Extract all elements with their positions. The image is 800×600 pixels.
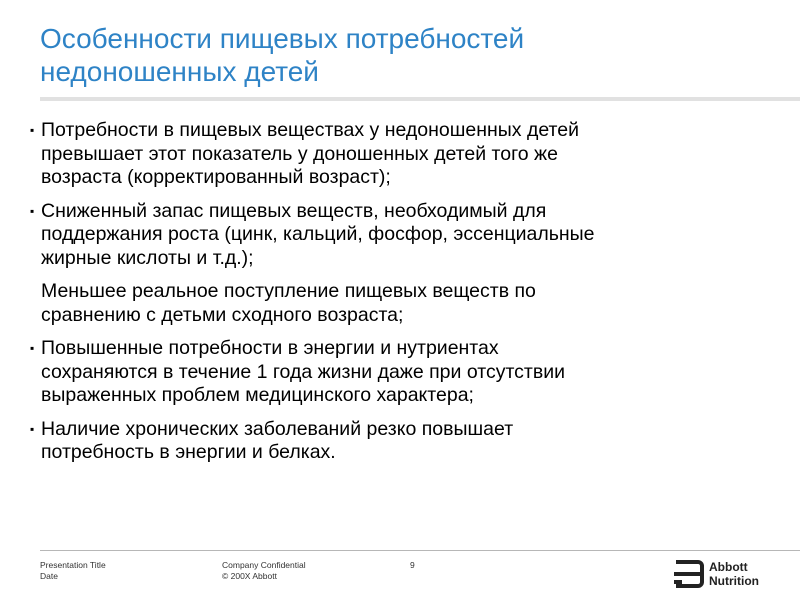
slide-title-line-2: недоношенных детей [40, 56, 319, 87]
bullet-3-line-1: Меньшее реальное поступление пищевых веществ по [41, 280, 536, 302]
bullet-item-1 [30, 119, 790, 190]
page-number: 9 [410, 560, 415, 570]
footer-presentation-title: Presentation Title [40, 560, 106, 570]
bullet-square-icon: ▪ [30, 203, 35, 218]
bullet-4-line-1: Повышенные потребности в энергии и нутриентах [41, 337, 499, 359]
bullet-item-3 [30, 280, 790, 327]
bullet-1-line-2: превышает этот показатель у доношенных детей того же [41, 142, 558, 165]
logo-division-text: Nutrition [709, 574, 759, 588]
bullet-1-line-1: Потребности в пищевых веществах у недоношенных детей [41, 119, 579, 141]
bullet-square-icon: ▪ [30, 341, 35, 355]
logo-brand-text: Abbott [709, 560, 748, 574]
bullet-2-line-3: жирные кислоты и т.д.); [41, 246, 254, 269]
abbott-nutrition-logo [672, 559, 782, 591]
footer-presentation-info [40, 560, 106, 582]
bullet-square-icon: ▪ [30, 123, 35, 137]
bullet-1-line-3: возраста (корректированный возраст); [41, 166, 391, 188]
bullet-5-line-1: Наличие хронических заболеваний резко повышает [41, 417, 514, 440]
bullet-2-line-2: поддержания роста (цинк, кальций, фосфор, эссенциальные [41, 223, 595, 245]
title-divider [40, 97, 800, 101]
bullet-item-5 [30, 418, 790, 465]
bullet-item-2 [30, 200, 790, 271]
footer-confidential: Company Confidential [222, 560, 306, 570]
bullet-square-icon: ▪ [30, 421, 35, 436]
bullet-list [30, 119, 790, 475]
slide-footer [0, 550, 800, 600]
abbott-logo-icon [672, 559, 704, 589]
slide-title-line-1: Особенности пищевых потребностей [40, 23, 525, 54]
logo-wordmark [709, 560, 759, 588]
bullet-5-line-2: потребность в энергии и белках. [41, 441, 336, 463]
bullet-2-line-1: Сниженный запас пищевых веществ, необходимый для [41, 199, 547, 222]
bullet-4-line-3: выраженных проблем медицинского характера; [41, 384, 474, 406]
footer-company-info [222, 560, 306, 582]
bullet-3-line-2: сравнению с детьми сходного возраста; [41, 303, 404, 326]
footer-divider [40, 550, 800, 551]
footer-copyright: © 200X Abbott [222, 571, 277, 581]
slide-title [40, 22, 780, 88]
footer-date: Date [40, 571, 58, 581]
bullet-item-4 [30, 337, 790, 408]
bullet-4-line-2: сохраняются в течение 1 года жизни даже при отсутствии [41, 360, 565, 383]
